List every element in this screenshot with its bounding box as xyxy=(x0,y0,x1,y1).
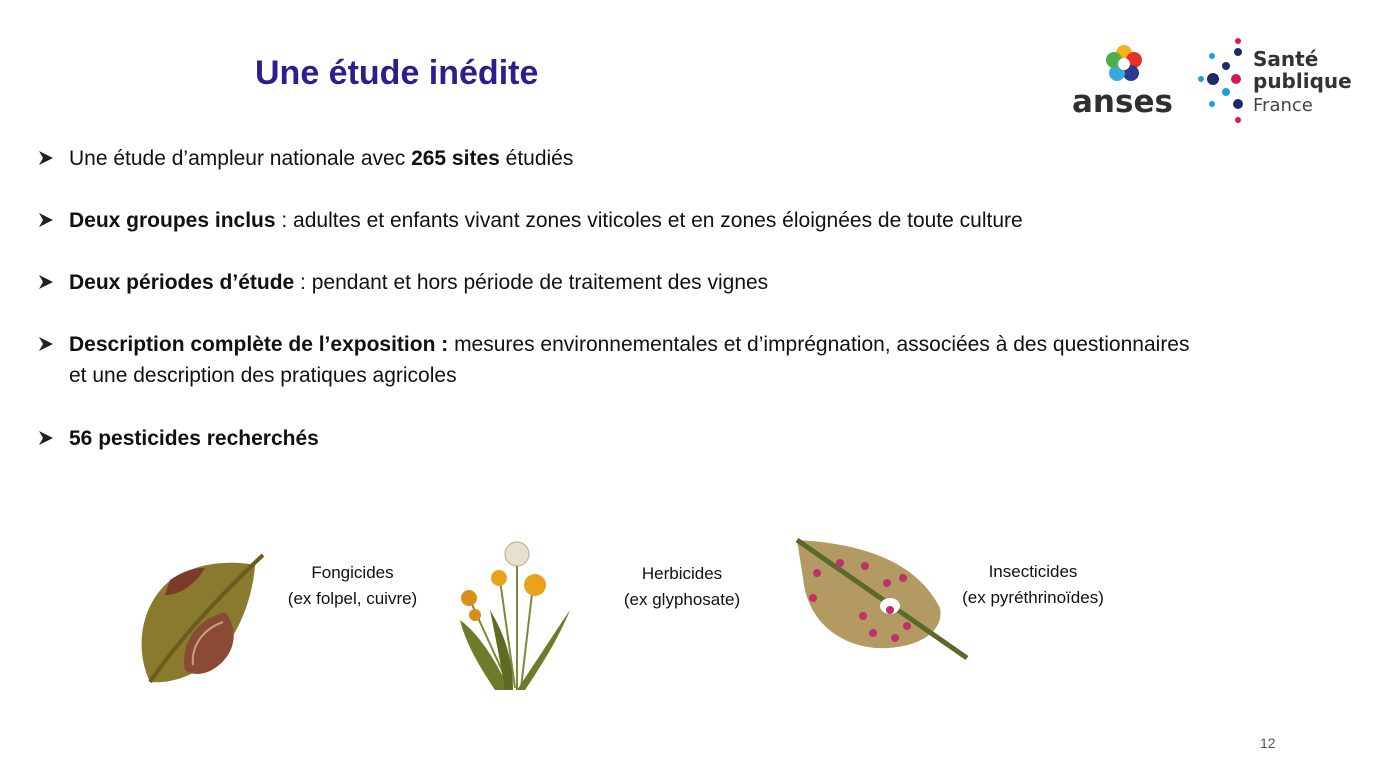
page-number: 12 xyxy=(1260,735,1276,751)
arrow-bullet-icon xyxy=(38,336,54,352)
insect-leaf-icon xyxy=(795,538,975,663)
bullet-item: Deux périodes d’étude : pendant et hors période de traitement des vignes xyxy=(38,267,768,298)
arrow-bullet-icon xyxy=(38,430,54,446)
category-herbicides: Herbicides (ex glyphosate) xyxy=(623,564,741,609)
dandelion-icon xyxy=(455,540,575,695)
svg-text:publique: publique xyxy=(1253,69,1352,93)
bullet-item: Une étude d’ampleur nationale avec 265 sites étudiés xyxy=(38,143,573,174)
svg-text:anses: anses xyxy=(1072,84,1173,120)
spf-logo-dots xyxy=(1198,38,1243,123)
bullet-item: 56 pesticides recherchés xyxy=(38,423,319,454)
slide-title: Une étude inédite xyxy=(255,54,539,92)
diseased-leaf-icon xyxy=(135,550,270,690)
bullet-item: Deux groupes inclus : adultes et enfants vivant zones viticoles et en zones éloignées de toute culture xyxy=(38,205,1023,236)
category-fongicides: Fongicides (ex folpel, cuivre) xyxy=(287,563,418,608)
bullet-item: Description complète de l’exposition : mesures environnementales et d’imprégnation, associées à des questionnaires et une description des pratiques agricoles xyxy=(38,329,1199,391)
anses-logo xyxy=(1070,36,1370,126)
svg-text:Santé: Santé xyxy=(1253,47,1319,71)
svg-text:France: France xyxy=(1253,95,1313,116)
arrow-bullet-icon xyxy=(38,274,54,290)
category-insecticides: Insecticides (ex pyréthrinoïdes) xyxy=(962,562,1104,607)
arrow-bullet-icon xyxy=(38,150,54,166)
arrow-bullet-icon xyxy=(38,212,54,228)
partner-logos xyxy=(1070,36,1370,126)
